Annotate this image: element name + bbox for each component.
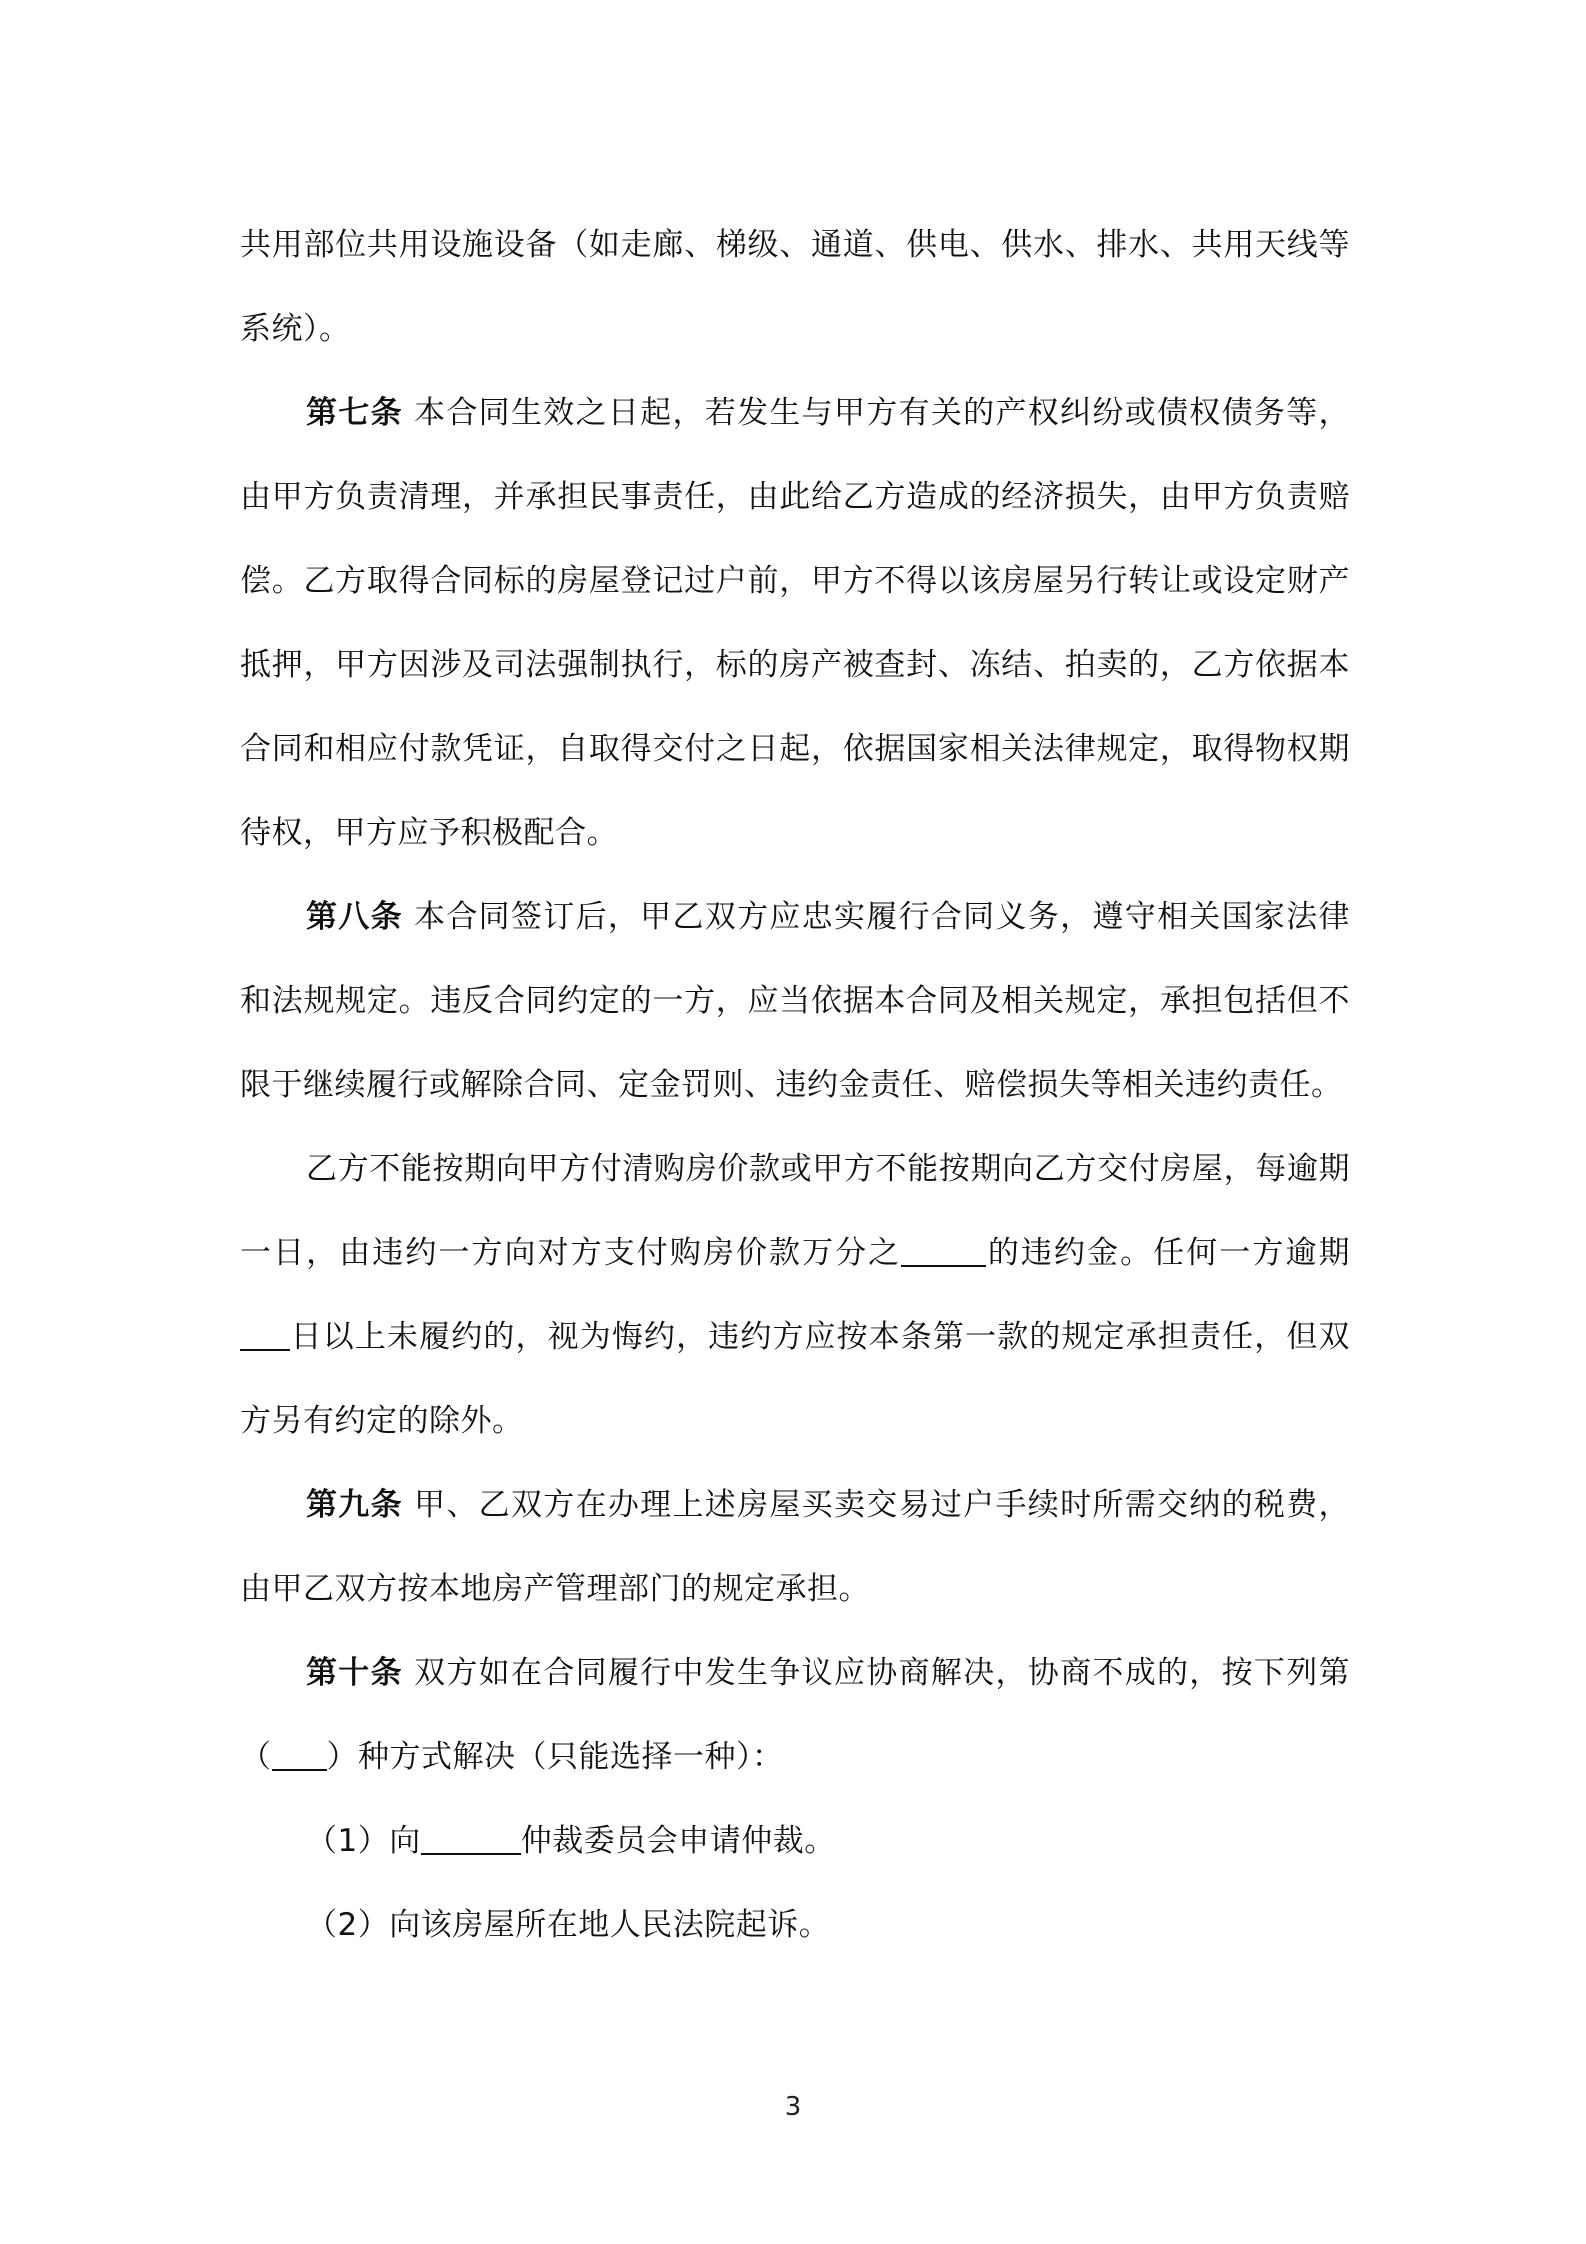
document-body [240, 203, 1350, 1967]
arbitration-commission-blank [421, 1823, 521, 1855]
dispute-option-1 [240, 1799, 1350, 1883]
option-2-text: （2）向该房屋所在地人民法院起诉。 [306, 1907, 831, 1943]
penalty-text-part1: 乙方不能按期向甲方付清购房价款或甲方不能按期向乙方交付房屋，每逾期一日，由违约一方向对方支付购房价款万分之 [240, 1151, 1350, 1271]
dispute-option-2 [240, 1883, 1350, 1967]
article-10-paren-open: （ [240, 1739, 272, 1775]
penalty-text-part3: 日以上未履约的，视为悔约，违约方应按本条第一款的规定承担责任，但双方另有约定的除外。 [240, 1319, 1350, 1439]
article-9 [240, 1463, 1350, 1631]
paragraph-common-facilities [240, 203, 1350, 371]
article-9-label: 第九条 [306, 1487, 403, 1523]
article-10 [240, 1631, 1350, 1799]
overdue-days-blank [240, 1319, 290, 1351]
article-8 [240, 875, 1350, 1127]
article-10-paren-close: ）种方式解决（只能选择一种）： [326, 1739, 784, 1775]
article-7 [240, 371, 1350, 875]
paragraph-text: 共用部位共用设施设备（如走廊、梯级、通道、供电、供水、排水、共用天线等系统）。 [240, 227, 1350, 347]
option-1-suffix: 仲裁委员会申请仲裁。 [520, 1823, 836, 1859]
article-8-label: 第八条 [306, 899, 403, 935]
article-10-text: 双方如在合同履行中发生争议应协商解决，协商不成的，按下列第 [414, 1655, 1350, 1691]
article-7-label: 第七条 [306, 395, 403, 431]
article-8-text: 本合同签订后，甲乙双方应忠实履行合同义务，遵守相关国家法律和法规规定。违反合同约定的一方，应当依据本合同及相关规定，承担包括但不限于继续履行或解除合同、定金罚则、违约金责任、赔偿损失等相关违约责任。 [240, 899, 1350, 1103]
article-8-penalty-paragraph [240, 1127, 1350, 1463]
page-number: 3 [784, 2092, 802, 2122]
article-10-label: 第十条 [306, 1655, 403, 1691]
penalty-rate-blank [901, 1235, 986, 1267]
option-1-prefix: （1）向 [306, 1823, 421, 1859]
article-9-text: 甲、乙双方在办理上述房屋买卖交易过户手续时所需交纳的税费，由甲乙双方按本地房产管理部门的规定承担。 [240, 1487, 1350, 1607]
penalty-text-part2: 的违约金。任何一方逾期 [986, 1235, 1351, 1271]
article-7-text: 本合同生效之日起，若发生与甲方有关的产权纠纷或债权债务等，由甲方负责清理，并承担民事责任，由此给乙方造成的经济损失，由甲方负责赔偿。乙方取得合同标的房屋登记过户前，甲方不得以该房屋另行转让或设定财产抵押，甲方因涉及司法强制执行，标的房产被查封、冻结、拍卖的，乙方依据本合同和相应付款凭证，自取得交付之日起，依据国家相关法律规定，取得物权期待权，甲方应予积极配合。 [240, 395, 1350, 851]
dispute-method-blank [272, 1739, 327, 1771]
